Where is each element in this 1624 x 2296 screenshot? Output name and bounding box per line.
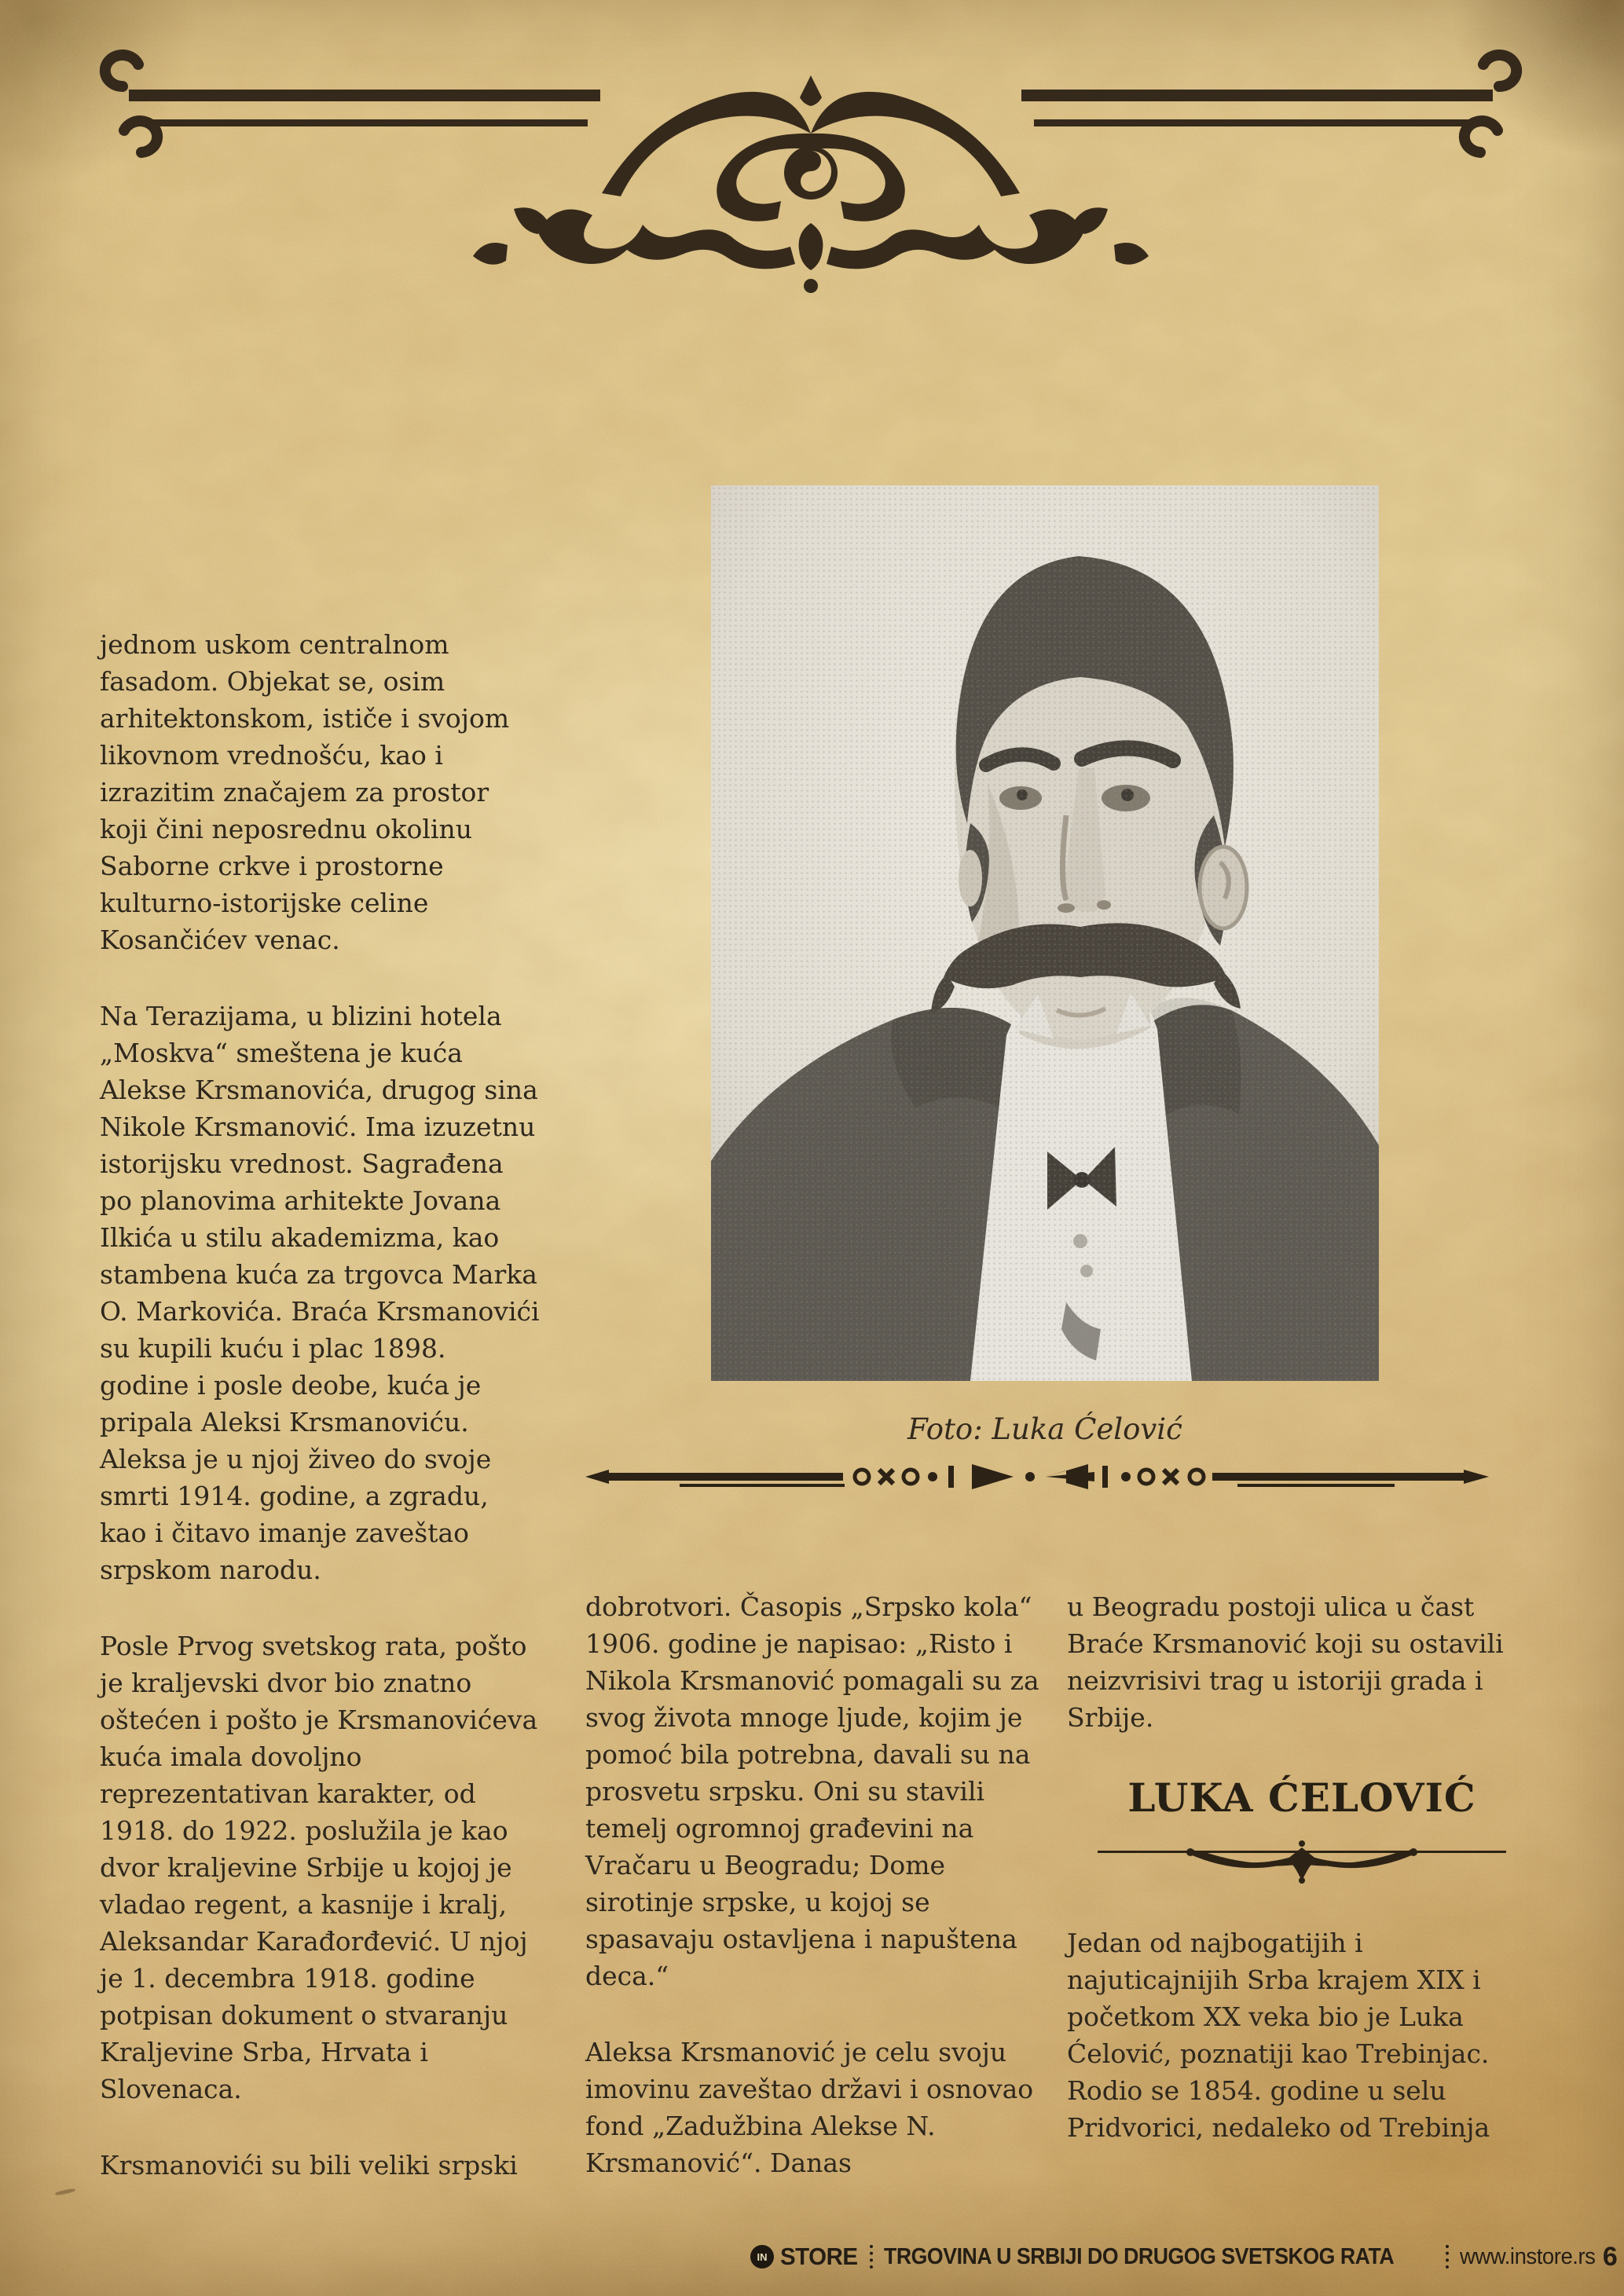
- page-footer: [750, 2241, 1618, 2272]
- middle-text-column: [585, 1588, 1057, 2221]
- footer-title: TRGOVINA U SRBIJI DO DRUGOG SVETSKOG RATA: [883, 2243, 1394, 2269]
- header-ornament-icon: [93, 39, 1529, 300]
- portrait-photo: [711, 485, 1379, 1381]
- paragraph: u Beogradu postoji ulica u čast Braće Krsmanović koji su ostavili neizvrisivi trag u istoriji grada i Srbije.: [1067, 1591, 1504, 1733]
- paragraph: Jedan od najbogatijih i najuticajnijih Srba krajem XIX i početkom XX veka bio je Luka Ćelović, poznatiji kao Trebinjac. Rodio se 1854. godine u selu Pridvorici, nedaleko od Trebinja: [1067, 1928, 1490, 2143]
- paragraph: jednom uskom centralnom fasadom. Objekat se, osim arhitektonskom, ističe i svojom likovnom vrednošću, kao i izrazitim značajem za prostor koji čini neposrednu okolinu Saborne crkve i prostorne kulturno-istorijske celine Kosančićev venac.: [100, 629, 510, 955]
- instore-logo-text: STORE: [780, 2243, 858, 2270]
- footer-separator: [1446, 2245, 1449, 2269]
- photo-caption: Foto: Luka Ćelović: [907, 1412, 1182, 1446]
- paragraph: Na Terazijama, u blizini hotela „Moskva“ smeštena je kuća Alekse Krsmanovića, drugog sina Nikole Krsmanović. Ima izuzetnu istorijsku vrednost. Sagrađena po planovima arhitekte Jovana Ilkića u stilu akademizma, kao stambena kuća za trgovca Marka O. Markovića. Braća Krsmanovići su kupili kuću i plac 1898. godine i posle deobe, kuća je pripala Aleksi Krsmanoviću. Aleksa je u njoj živeo do svoje smrti 1914. godine, a zgradu, kao i čitavo imanje zaveštao srpskom narodu.: [100, 1001, 540, 1585]
- paragraph: dobrotvori. Časopis „Srpsko kola“ 1906. godine je napisao: „Risto i Nikola Krsmanović pomagali su za svog života mnoge ljude, kojim je pomoć bila potrebna, davali su na prosvetu srpsku. Oni su stavili temelj ogromnoj građevini na Vračaru u Beogradu; Dome sirotinje srpske, u kojoj se spasavaju ostavljena i napuštena deca.“: [585, 1591, 1039, 1991]
- instore-logo-icon: IN: [750, 2245, 774, 2269]
- portrait-photo-image: [711, 485, 1379, 1381]
- footer-website: www.instore.rs: [1460, 2243, 1596, 2269]
- footer-separator: [870, 2245, 873, 2269]
- left-text-column: [100, 626, 540, 2223]
- paragraph: Krsmanovići su bili veliki srpski: [100, 2150, 518, 2181]
- section-heading: LUKA ĆELOVIĆ: [1127, 1774, 1476, 1821]
- photo-divider-ornament-icon: [585, 1459, 1489, 1497]
- right-text-column: [1067, 1588, 1537, 2185]
- heading-divider-ornament-icon: [1098, 1840, 1506, 1884]
- paragraph: Aleksa Krsmanović je celu svoju imovinu zaveštao državi i osnovao fond „Zadužbina Alekse N. Krsmanović“. Danas: [585, 2037, 1034, 2178]
- paragraph: Posle Prvog svetskog rata, pošto je kraljevski dvor bio znatno oštećen i pošto je Krsmanovićeva kuća imala dovoljno reprezentativan karakter, od 1918. do 1922. poslužila je kao dvor kraljevine Srbije u kojoj je vladao regent, a kasnije i kralj, Aleksandar Karađorđević. U njoj je 1. decembra 1918. godine potpisan dokument o stvaranju Kraljevine Srba, Hrvata i Slovenaca.: [100, 1631, 538, 2104]
- paper-speck: [55, 2188, 75, 2195]
- page-number: 6: [1602, 2241, 1618, 2272]
